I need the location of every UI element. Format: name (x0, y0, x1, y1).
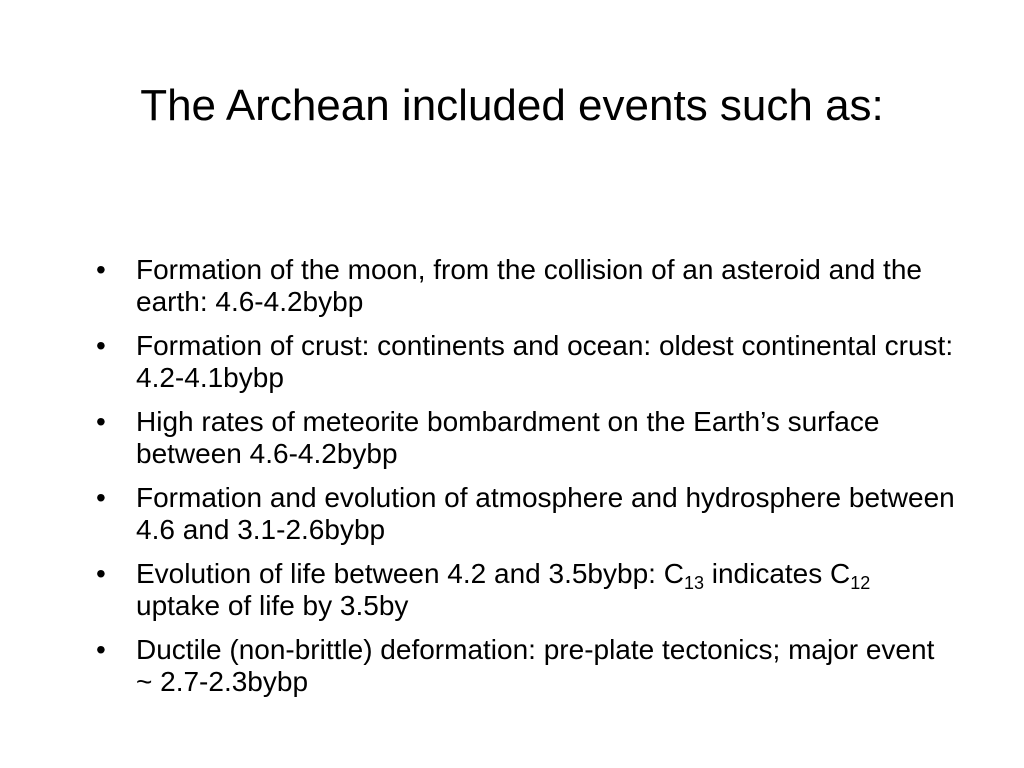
bullet-text-part: indicates C (703, 558, 851, 589)
bullet-item-moon (96, 254, 956, 318)
bullet-text: High rates of meteorite bombardment on the Earth’s surface between 4.6-4.2bybp (136, 406, 880, 469)
bullet-item-atmosphere (96, 482, 956, 546)
bullet-item-life (96, 558, 956, 622)
bullet-icon: • (96, 482, 106, 513)
bullet-icon: • (96, 558, 106, 589)
bullet-text: Formation of the moon, from the collision of an asteroid and the earth: 4.6-4.2bybp (136, 254, 922, 317)
subscript-13: 13 (683, 573, 704, 593)
bullet-text: Ductile (non-brittle) deformation: pre-plate tectonics; major event ~ 2.7-2.3bybp (136, 634, 935, 697)
bullet-item-crust (96, 330, 956, 394)
bullet-list (96, 254, 956, 710)
bullet-text-part: Evolution of life between 4.2 and 3.5bybp: C (136, 558, 684, 589)
bullet-text-part: uptake of life by 3.5by (136, 590, 409, 621)
bullet-item-deformation (96, 634, 956, 698)
slide-title: The Archean included events such as: (140, 81, 884, 130)
subscript-12: 12 (850, 573, 871, 593)
bullet-item-bombardment (96, 406, 956, 470)
bullet-icon: • (96, 634, 106, 665)
bullet-icon: • (96, 254, 106, 285)
bullet-text: Formation of crust: continents and ocean: oldest continental crust: 4.2-4.1bybp (136, 330, 954, 393)
bullet-icon: • (96, 330, 106, 361)
bullet-icon: • (96, 406, 106, 437)
bullet-text (136, 558, 870, 621)
bullet-text: Formation and evolution of atmosphere and hydrosphere between 4.6 and 3.1-2.6bybp (136, 482, 955, 545)
